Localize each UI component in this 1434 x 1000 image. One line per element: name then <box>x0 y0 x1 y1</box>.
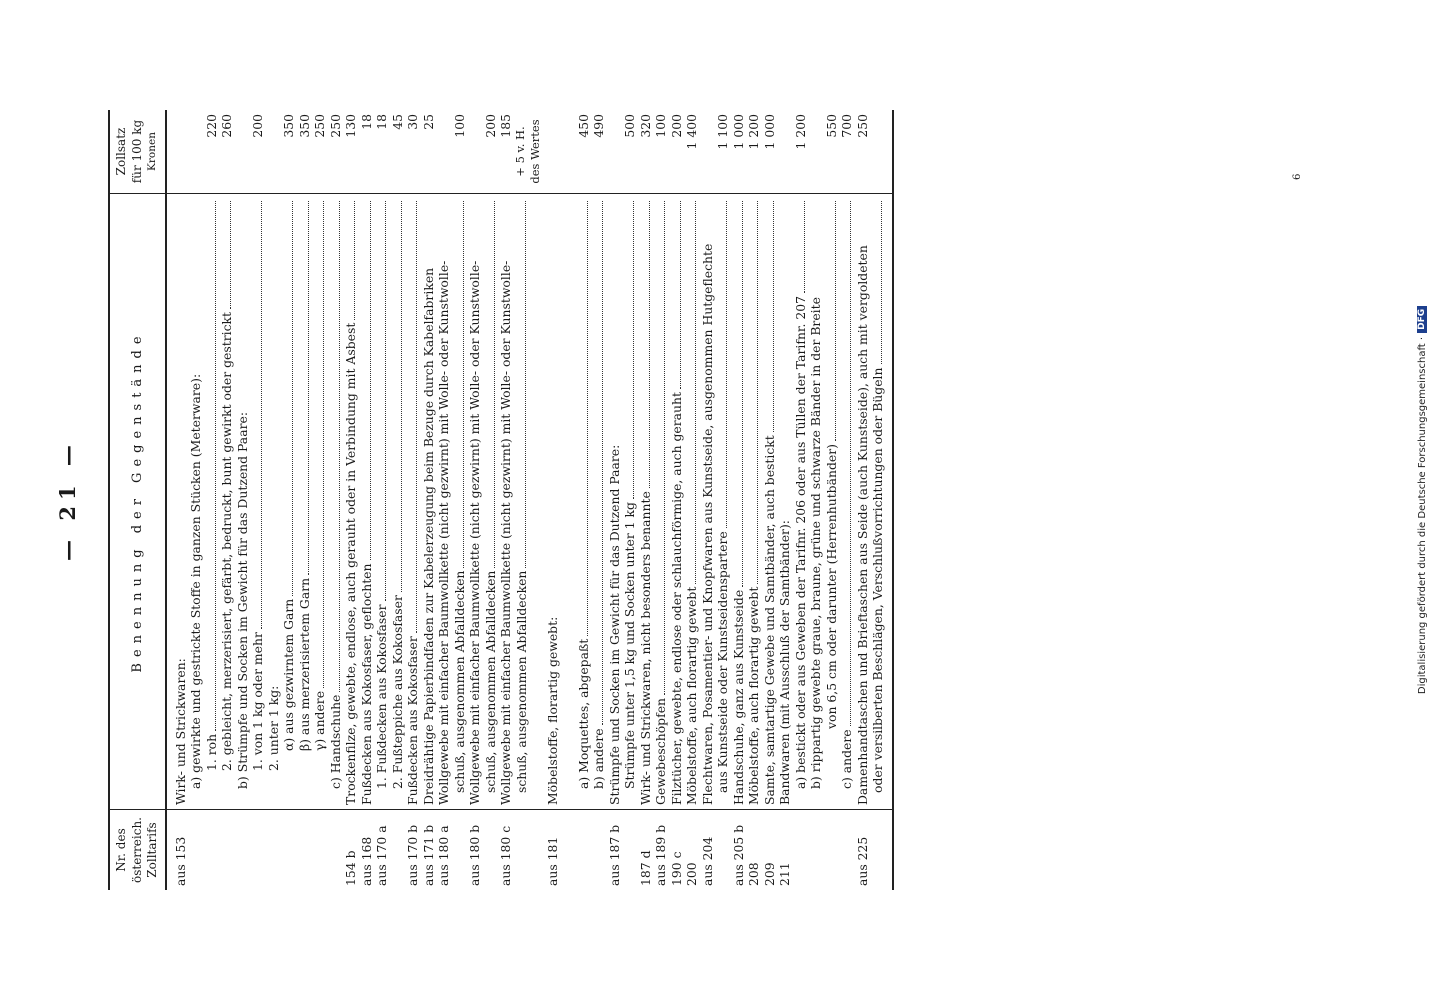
dot-leader <box>385 201 386 601</box>
description-text: 1. Fußdecken aus Kokosfaser <box>374 604 389 789</box>
duty-rate <box>467 110 498 194</box>
table-row <box>731 110 747 890</box>
description-line <box>204 198 220 805</box>
dot-leader <box>773 201 774 432</box>
tariff-number: aus 170 b <box>405 824 420 886</box>
duty-rate <box>359 110 375 194</box>
dot-leader <box>354 201 355 320</box>
duty-rate <box>545 110 607 194</box>
description-text: oder versilberten Beschlägen, Verschlußvorrichtungen oder Bügeln <box>870 367 885 793</box>
description-text: 2. gebleicht, merzerisiert, gefärbt, bedruckt, bunt gewirkt oder gestrickt <box>219 311 234 771</box>
table-header-row <box>109 110 166 890</box>
rate-value: 1 400 <box>684 114 699 150</box>
dot-leader <box>308 201 309 575</box>
duty-rate <box>700 110 731 194</box>
dot-leader <box>292 201 293 596</box>
table-row <box>855 110 893 890</box>
description-text: a) Moquettes, abgepaßt <box>575 638 591 789</box>
description-line <box>421 198 437 805</box>
duty-rate <box>638 110 654 194</box>
description-text: b) andere <box>591 728 606 789</box>
table-body <box>166 110 893 890</box>
description-text: Wollgewebe mit einfacher Baumwollkette (nicht gezwirnt) mit Wolle- oder Kunstwolle- <box>467 260 482 805</box>
description-text: 1. roh <box>203 733 219 771</box>
description-text: schuß, ausgenommen Abfalldecken <box>513 570 529 793</box>
rate-value <box>700 114 716 189</box>
dot-leader <box>680 201 681 389</box>
tariff-table <box>108 110 894 890</box>
page-number: — 21 — <box>55 439 80 561</box>
dot-leader <box>804 201 805 293</box>
item-description <box>684 194 700 810</box>
description-line <box>219 198 235 805</box>
description-line <box>560 198 576 805</box>
rate-value: 1 200 <box>792 114 808 150</box>
tariff-number: 209 <box>761 862 777 886</box>
table-row <box>684 110 700 890</box>
description-text: Wirk- und Strickwaren: <box>172 658 188 805</box>
table-row <box>545 110 607 890</box>
item-description <box>343 194 359 810</box>
description-line <box>622 198 638 805</box>
rate-value <box>545 114 561 189</box>
rate-value: 18 <box>374 114 389 130</box>
description-text: a) bestickt oder aus Geweben der Tarifnr. 206 oder aus Tüllen der Tarifnr. 207 <box>792 295 808 789</box>
description-line <box>653 198 669 805</box>
description-line <box>514 198 530 805</box>
rate-value: 100 <box>451 114 467 138</box>
dot-leader <box>835 201 836 441</box>
description-text: α) aus gezwirntem Garn <box>281 598 296 751</box>
dot-leader <box>742 201 743 587</box>
description-line <box>870 198 886 805</box>
description-line <box>297 198 313 805</box>
tariff-number: 187 d <box>637 850 653 886</box>
item-description <box>653 194 669 810</box>
tariff-number: 208 <box>746 862 761 886</box>
description-line <box>452 198 468 805</box>
rate-value: 260 <box>219 114 234 138</box>
dot-leader <box>261 201 262 629</box>
item-description <box>166 194 344 810</box>
header-line: österreich. <box>129 817 144 883</box>
item-description <box>359 194 375 810</box>
dfg-logo: DFG <box>1417 306 1427 333</box>
table-row <box>343 110 359 890</box>
rate-value: 220 <box>203 114 219 138</box>
dot-leader <box>602 201 603 725</box>
description-text: b) rippartig gewebte graue, braune, grüne und schwarze Bänder in der Breite <box>808 297 823 789</box>
table-row <box>700 110 731 890</box>
tariff-number: 211 <box>777 862 792 886</box>
tariff-number: aus 187 b <box>606 824 622 886</box>
description-line <box>762 198 778 805</box>
item-description <box>855 194 893 810</box>
duty-rate <box>762 110 778 194</box>
rate-value: 25 <box>420 114 436 130</box>
tariff-number: aus 153 <box>172 836 188 886</box>
tariff-number: aus 181 <box>544 836 560 886</box>
rate-value: des Wertes <box>528 119 542 184</box>
duty-rate <box>777 110 855 194</box>
dot-leader <box>633 201 634 499</box>
rate-value <box>188 114 204 189</box>
tariff-number: 154 b <box>343 850 358 886</box>
table-row <box>421 110 437 890</box>
tariff-number: 190 c <box>668 851 684 886</box>
description-line <box>467 198 483 805</box>
description-line <box>328 198 344 805</box>
dot-leader <box>230 201 231 309</box>
digitization-note <box>1412 8 1432 992</box>
table-row <box>436 110 467 890</box>
column-header-rate <box>109 110 166 194</box>
description-text: Bandwaren (mit Ausschluß der Samtbänder): <box>777 520 792 805</box>
header-line: Kronen <box>146 132 158 171</box>
item-description <box>405 194 421 810</box>
tariff-number: aus 168 <box>358 836 374 886</box>
dot-leader <box>463 201 464 568</box>
description-text: β) aus merzerisiertem Garn <box>296 577 312 751</box>
rate-value: 185 <box>498 114 513 138</box>
description-line <box>390 198 406 805</box>
duty-rate <box>405 110 421 194</box>
item-description <box>374 194 405 810</box>
table-row <box>374 110 405 890</box>
item-description <box>545 194 607 810</box>
duty-rate <box>343 110 359 194</box>
dot-leader <box>401 201 402 592</box>
description-line <box>700 198 716 805</box>
tariff-number: aus 180 c <box>498 825 513 886</box>
rate-value <box>607 114 623 189</box>
description-text: a) gewirkte und gestrickte Stoffe in ganzen Stücken (Meterware): <box>188 373 203 789</box>
description-text: Flechtwaren, Posamentier- und Knopfwaren aus Kunstseide, ausgenommen Hutgeflechte <box>699 243 715 805</box>
description-line <box>343 198 359 805</box>
item-description <box>777 194 855 810</box>
rate-value <box>777 114 793 189</box>
rate-value: 1 000 <box>761 114 777 150</box>
table-row <box>746 110 762 890</box>
description-line <box>312 198 328 805</box>
description-text: Fußdecken aus Kokosfaser, geflochten <box>358 563 374 805</box>
tariff-number: aus 204 <box>699 836 715 886</box>
description-line <box>576 198 592 805</box>
dot-leader <box>850 201 851 726</box>
dot-leader <box>494 201 495 568</box>
dot-leader <box>757 201 758 584</box>
item-description <box>436 194 467 810</box>
description-line <box>545 198 561 805</box>
rate-value: 320 <box>637 114 653 138</box>
description-text: γ) andere <box>312 690 327 751</box>
description-line <box>684 198 700 805</box>
rate-value: 700 <box>839 114 854 138</box>
item-description <box>731 194 747 810</box>
description-text: Fußdecken aus Kokosfaser <box>405 636 420 805</box>
rate-value: 450 <box>575 114 591 138</box>
tariff-number: aus 225 <box>855 810 893 891</box>
item-description <box>669 194 685 810</box>
description-text: Strümpfe unter 1,5 kg und Socken unter 1 kg <box>622 502 637 789</box>
rate-value: 490 <box>591 114 606 138</box>
header-line: Zolltarifs <box>145 822 159 878</box>
dot-leader <box>416 201 417 633</box>
table-row <box>607 110 638 890</box>
dot-leader <box>587 201 588 636</box>
table-row <box>638 110 654 890</box>
description-line <box>808 198 824 805</box>
dot-leader <box>881 201 882 365</box>
rate-value: 200 <box>482 114 498 138</box>
rate-value: 1 200 <box>746 114 761 150</box>
description-text: schuß, ausgenommen Abfalldecken <box>482 570 498 793</box>
duty-rate <box>166 110 344 194</box>
rate-value: 250 <box>312 114 327 138</box>
digitization-text: Digitalisierung gefördert durch die Deutsche Forschungsgemeinschaft · <box>1416 336 1428 695</box>
tariff-number: aus 189 b <box>653 824 668 886</box>
description-line <box>746 198 762 805</box>
item-description <box>746 194 762 810</box>
rate-value: 350 <box>296 114 312 138</box>
description-line <box>359 198 375 805</box>
description-line <box>669 198 685 805</box>
description-text: c) andere <box>839 729 854 789</box>
description-line <box>173 198 189 805</box>
rate-value: 1 000 <box>730 114 746 150</box>
description-text: Filztücher, gewebte, endlose oder schlauchförmige, auch gerauht <box>668 392 684 805</box>
item-description <box>638 194 654 810</box>
description-line <box>266 198 282 805</box>
description-line <box>777 198 793 805</box>
rate-value: 30 <box>405 114 420 130</box>
duty-rate <box>421 110 437 194</box>
description-line <box>250 198 266 805</box>
description-text: Möbelstoffe, florartig gewebt: <box>544 616 560 805</box>
item-description <box>700 194 731 810</box>
description-text: c) Handschuhe <box>327 694 343 789</box>
description-text: schuß, ausgenommen Abfalldecken <box>451 570 467 793</box>
duty-rate <box>607 110 638 194</box>
rate-value: 18 <box>358 114 374 130</box>
duty-rate <box>684 110 700 194</box>
description-line <box>188 198 204 805</box>
item-description <box>762 194 778 810</box>
description-line <box>855 198 871 805</box>
description-line <box>793 198 809 805</box>
description-line <box>731 198 747 805</box>
table-row <box>405 110 421 890</box>
rate-value <box>173 114 189 189</box>
description-text: b) Strümpfe und Socken im Gewicht für das Dutzend Paare: <box>234 411 250 789</box>
description-text: Strümpfe und Socken im Gewicht für das Dutzend Paare: <box>606 444 622 805</box>
description-text: Damenhandtaschen und Brieftaschen aus Seide (auch Kunstseide), auch mit vergoldeten <box>854 245 870 805</box>
rate-value <box>808 114 824 189</box>
rate-value <box>560 114 576 189</box>
item-description <box>467 194 498 810</box>
description-text: Dreidrähtige Papierbindfaden zur Kabelerzeugung beim Bezuge durch Kabelfabriken <box>420 267 436 805</box>
rate-value: 200 <box>250 114 265 138</box>
rate-value: 1 100 <box>715 114 730 150</box>
description-line <box>824 198 840 805</box>
header-line: für 100 kg <box>129 119 144 184</box>
tariff-number: 200 <box>684 862 699 886</box>
dot-leader <box>649 201 650 488</box>
table-row <box>777 110 855 890</box>
duty-rate <box>855 110 893 194</box>
tariff-number: aus 170 a <box>374 825 389 886</box>
table-row <box>498 110 545 890</box>
description-line <box>235 198 251 805</box>
description-line <box>374 198 390 805</box>
tariff-number: aus 180 a <box>436 825 451 886</box>
duty-rate <box>669 110 685 194</box>
table-row <box>467 110 498 890</box>
duty-rate <box>374 110 405 194</box>
description-text: Wirk- und Strickwaren, nicht besonders benannte <box>637 491 653 805</box>
dot-leader <box>323 201 324 688</box>
header-line: Zollsatz <box>114 127 128 176</box>
rate-value <box>266 114 282 189</box>
item-description <box>421 194 437 810</box>
description-line <box>281 198 297 805</box>
duty-rate <box>498 110 545 194</box>
description-text: Wollgewebe mit einfacher Baumwollkette (nicht gezwirnt) mit Wolle- oder Kunstwolle- <box>436 260 451 805</box>
rate-value: 200 <box>668 114 684 138</box>
tariff-number: aus 171 b <box>420 824 436 886</box>
rate-value: 130 <box>343 114 358 138</box>
description-line <box>591 198 607 805</box>
rate-value <box>235 114 251 189</box>
description-text: von 6,5 cm oder darunter (Herrenhutbänder) <box>823 443 839 729</box>
description-text: 2. unter 1 kg: <box>265 685 281 771</box>
rate-value: 100 <box>653 114 668 138</box>
dot-leader <box>726 201 727 528</box>
item-description <box>498 194 545 810</box>
table-row <box>653 110 669 890</box>
duty-rate <box>653 110 669 194</box>
dot-leader <box>664 201 665 695</box>
tariff-number: aus 180 b <box>467 824 482 886</box>
description-line <box>839 198 855 805</box>
dot-leader <box>370 201 371 561</box>
description-line <box>483 198 499 805</box>
description-line <box>498 198 514 805</box>
description-line <box>405 198 421 805</box>
description-line <box>715 198 731 805</box>
rate-value: 550 <box>823 114 839 138</box>
description-text: Möbelstoffe, auch florartig gewebt <box>684 586 699 805</box>
description-text: 1. von 1 kg oder mehr <box>250 632 265 771</box>
description-line <box>436 198 452 805</box>
duty-rate <box>436 110 467 194</box>
rate-value: 250 <box>327 114 343 138</box>
duty-rate <box>746 110 762 194</box>
table-row <box>669 110 685 890</box>
table-row <box>359 110 375 890</box>
dot-leader <box>695 201 696 584</box>
description-line <box>638 198 654 805</box>
rate-value: 500 <box>622 114 637 138</box>
footer-mark: 6 <box>1292 173 1303 180</box>
column-header-description: Benennung der Gegenstände <box>109 194 166 810</box>
description-line <box>607 198 623 805</box>
rate-value: 250 <box>854 114 870 138</box>
description-text: Wollgewebe mit einfacher Baumwollkette (nicht gezwirnt) mit Wolle- oder Kunstwolle- <box>498 260 513 805</box>
rate-value: 350 <box>281 114 296 138</box>
duty-rate <box>731 110 747 194</box>
description-text: Handschuhe, ganz aus Kunstseide <box>730 589 746 805</box>
dot-leader <box>215 201 216 731</box>
tariff-number: aus 205 b <box>730 824 746 886</box>
rate-value: 45 <box>389 114 405 130</box>
description-text: Gewebeschöpfen <box>653 697 668 805</box>
header-line: Nr. des <box>114 828 128 872</box>
table-row <box>166 110 344 890</box>
description-text: aus Kunstseide oder Kunstseidenspartere <box>715 531 730 793</box>
description-text: Trockenfilze, gewebte, endlose, auch gerauht oder in Verbindung mit Asbest <box>343 322 358 805</box>
dot-leader <box>525 201 526 568</box>
rate-value <box>467 114 483 189</box>
description-text: Möbelstoffe, auch florartig gewebt <box>746 586 761 805</box>
item-description <box>607 194 638 810</box>
description-text: Samte, samtartige Gewebe und Samtbänder, auch bestickt <box>761 435 777 805</box>
rate-value: + 5 v. H. <box>512 126 527 177</box>
column-header-number <box>109 810 166 891</box>
description-text: 2. Fußteppiche aus Kokosfaser <box>389 595 405 789</box>
dot-leader <box>339 201 340 692</box>
rate-value <box>436 114 452 189</box>
table-row <box>762 110 778 890</box>
